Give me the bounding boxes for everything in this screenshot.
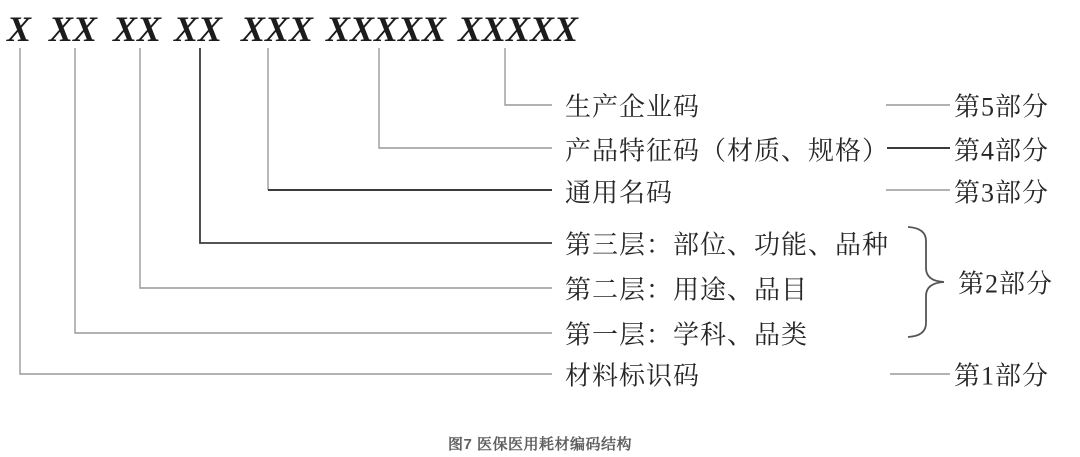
field-label-product-feature-code: 产品特征码（材质、规格） bbox=[565, 136, 890, 166]
part2-brace bbox=[908, 227, 944, 337]
field-label-layer1: 第一层：学科、品类 bbox=[565, 320, 809, 350]
field-label-manufacturer-code: 生产企业码 bbox=[565, 92, 701, 122]
connector-segment7 bbox=[505, 48, 552, 105]
code-segment-1: X bbox=[7, 9, 32, 49]
connector-segment6 bbox=[379, 48, 552, 148]
field-label-layer3: 第三层：部位、功能、品种 bbox=[565, 230, 890, 260]
code-segment-2: XX bbox=[49, 9, 98, 49]
connector-segment4 bbox=[200, 48, 552, 243]
part-label-5: 第5部分 bbox=[954, 92, 1050, 122]
field-label-layer2: 第二层：用途、品目 bbox=[565, 275, 809, 305]
connector-segment3 bbox=[140, 48, 552, 288]
part-label-3: 第3部分 bbox=[954, 178, 1050, 208]
part-label-1: 第1部分 bbox=[954, 361, 1050, 391]
code-segment-3: XX bbox=[113, 9, 162, 49]
connector-segment1 bbox=[20, 48, 552, 374]
code-segment-6: XXXXX bbox=[326, 9, 447, 49]
part-label-2: 第2部分 bbox=[958, 269, 1054, 299]
figure-caption: 图7 医保医用耗材编码结构 bbox=[447, 436, 632, 453]
field-label-material-id-code: 材料标识码 bbox=[565, 361, 701, 391]
part-label-4: 第4部分 bbox=[954, 136, 1050, 166]
code-segment-5: XXX bbox=[241, 9, 314, 49]
field-label-generic-name-code: 通用名码 bbox=[565, 178, 674, 208]
code-segment-4: XX bbox=[174, 9, 223, 49]
code-segment-7: XXXXX bbox=[458, 9, 579, 49]
